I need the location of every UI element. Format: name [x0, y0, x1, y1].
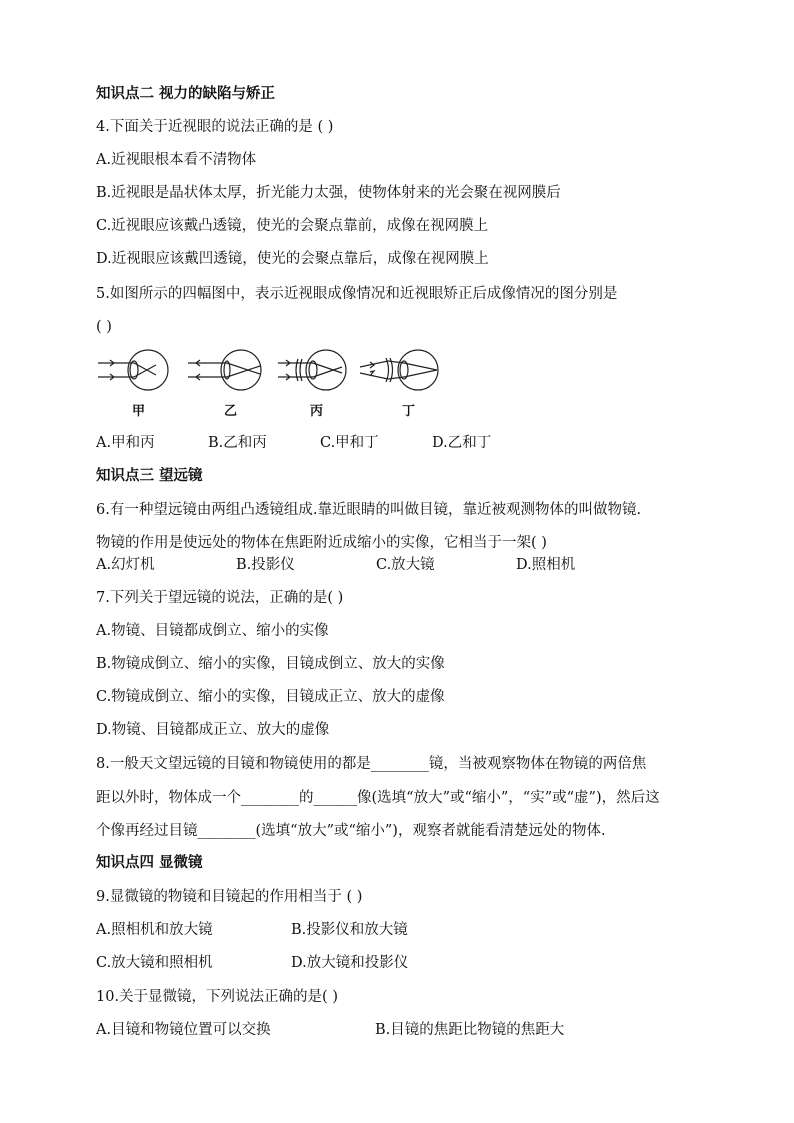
q5-option-a: A.甲和丙 — [96, 435, 155, 451]
q5-option-b: B.乙和丙 — [208, 435, 267, 451]
q10-option-b: B.目镜的焦距比物镜的焦距大 — [375, 1022, 565, 1038]
q10-stem: 10.关于显微镜，下列说法正确的是( ) — [96, 989, 338, 1005]
q7-stem: 7.下列关于望远镜的说法，正确的是( ) — [96, 590, 344, 606]
section-4-title: 知识点四 显微镜 — [96, 854, 203, 871]
q9-stem: 9.显微镜的物镜和目镜起的作用相当于 ( ) — [96, 889, 363, 905]
section-3-title: 知识点三 望远镜 — [96, 467, 203, 484]
q7-option-a: A.物镜、目镜都成倒立、缩小的实像 — [96, 623, 329, 639]
q9-option-d: D.放大镜和投影仪 — [291, 955, 409, 971]
q4-stem: 4.下面关于近视眼的说法正确的是 ( ) — [96, 119, 334, 135]
eye-diagram-ding — [360, 350, 438, 390]
eye-diagrams-figure — [96, 348, 446, 423]
eye-diagram-jia — [98, 350, 168, 390]
q6-option-b: B.投影仪 — [236, 557, 295, 573]
q4-option-a: A.近视眼根本看不清物体 — [96, 152, 257, 168]
q6-option-d: D.照相机 — [516, 557, 576, 573]
q7-option-b: B.物镜成倒立、缩小的实像，目镜成倒立、放大的实像 — [96, 656, 445, 672]
q5-option-c: C.甲和丁 — [320, 435, 379, 451]
q8-line3: 个像再经过目镜________(选填“放大”或“缩小”)，观察者就能看清楚远处的物体. — [96, 823, 606, 839]
figure-label-yi: 乙 — [224, 404, 238, 419]
figure-label-bing: 丙 — [310, 404, 324, 419]
q6-stem-line2: 物镜的作用是使远处的物体在焦距附近成缩小的实像，它相当于一架( ) — [96, 535, 547, 551]
eye-diagrams-svg — [96, 348, 446, 398]
q6-stem-line1: 6.有一种望远镜由两组凸透镜组成.靠近眼睛的叫做目镜，靠近被观测物体的叫做物镜. — [96, 502, 642, 518]
q5-option-d: D.乙和丁 — [432, 435, 492, 451]
q4-option-d: D.近视眼应该戴凹透镜，使光的会聚点靠后，成像在视网膜上 — [96, 251, 489, 267]
q8-line2: 距以外时，物体成一个________的______像(选填“放大”或“缩小”，“实”或“虚”)，然后这 — [96, 790, 660, 806]
eye-diagram-yi — [188, 350, 261, 390]
q6-option-a: A.幻灯机 — [96, 557, 155, 573]
q4-option-b: B.近视眼是晶状体太厚，折光能力太强，使物体射来的光会聚在视网膜后 — [96, 185, 561, 201]
q6-option-c: C.放大镜 — [376, 557, 435, 573]
q7-option-c: C.物镜成倒立、缩小的实像，目镜成正立、放大的虚像 — [96, 689, 445, 705]
figure-label-jia: 甲 — [132, 404, 146, 419]
q10-option-a: A.目镜和物镜位置可以交换 — [96, 1022, 271, 1038]
q7-option-d: D.物镜、目镜都成正立、放大的虚像 — [96, 722, 330, 738]
q9-option-c: C.放大镜和照相机 — [96, 955, 213, 971]
section-2-title: 知识点二 视力的缺陷与矫正 — [96, 85, 276, 102]
q5-stem: 5.如图所示的四幅图中，表示近视眼成像情况和近视眼矫正后成像情况的图分别是 — [96, 286, 618, 302]
q8-line1: 8.一般天文望远镜的目镜和物镜使用的都是________镜，当被观察物体在物镜的两倍焦 — [96, 756, 647, 772]
q9-option-b: B.投影仪和放大镜 — [291, 922, 408, 938]
q5-paren: ( ) — [96, 319, 112, 335]
q4-option-c: C.近视眼应该戴凸透镜，使光的会聚点靠前，成像在视网膜上 — [96, 218, 489, 234]
eye-diagram-bing — [278, 350, 346, 390]
q9-option-a: A.照相机和放大镜 — [96, 922, 213, 938]
figure-label-ding: 丁 — [402, 404, 416, 419]
